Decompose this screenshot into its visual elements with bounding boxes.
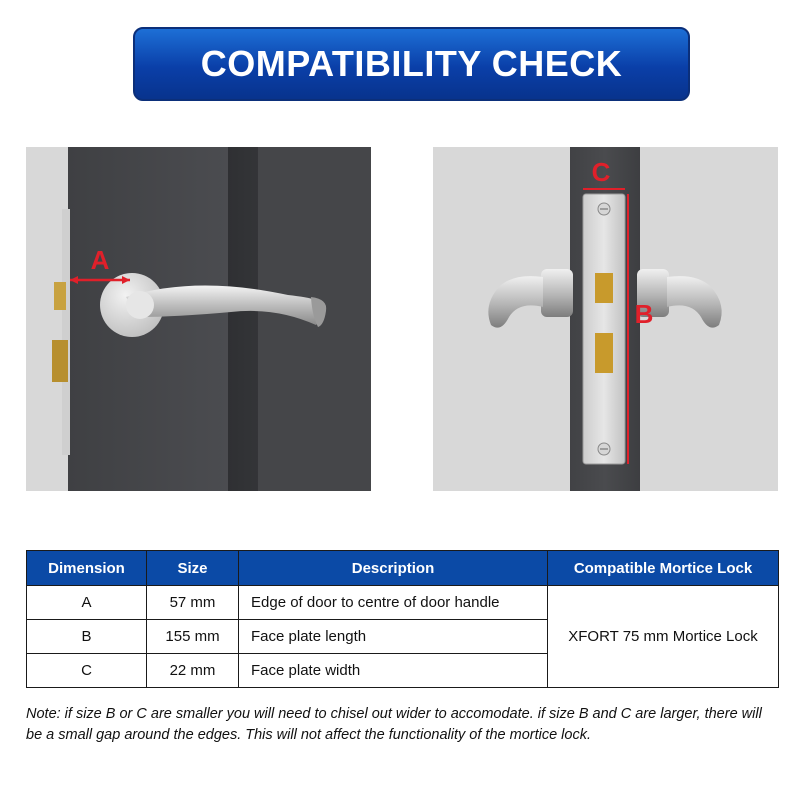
face-plate-illustration [433, 147, 778, 491]
header-description: Description [239, 551, 548, 586]
cell-compatible-lock: XFORT 75 mm Mortice Lock [548, 586, 779, 688]
dimension-a-label: A [90, 245, 110, 275]
cell-size: 22 mm [147, 654, 239, 688]
dimension-c-label: C [591, 157, 611, 187]
title-banner [133, 27, 690, 101]
cell-size: 155 mm [147, 620, 239, 654]
door-handle-image [26, 147, 371, 491]
table-row [27, 586, 779, 620]
cell-description: Face plate width [239, 654, 548, 688]
table-header-row [27, 551, 779, 586]
header-size: Size [147, 551, 239, 586]
header-compatible-lock: Compatible Mortice Lock [548, 551, 779, 586]
cell-size: 57 mm [147, 586, 239, 620]
cell-description: Face plate length [239, 620, 548, 654]
header-dimension: Dimension [27, 551, 147, 586]
compatibility-table [26, 550, 779, 688]
cell-dimension: A [27, 586, 147, 620]
note-text: Note: if size B or C are smaller you will need to chisel out wider to accomodate. if size B and C are larger, there will be a small gap around the edges. This will not affect the functionality of the mortice lock. [26, 706, 762, 743]
cell-description: Edge of door to centre of door handle [239, 586, 548, 620]
face-plate-image [433, 147, 778, 491]
cell-dimension: C [27, 654, 147, 688]
page-title: COMPATIBILITY CHECK [200, 43, 623, 84]
cell-dimension: B [27, 620, 147, 654]
door-handle-illustration [26, 147, 371, 491]
dimension-b-label: B [634, 299, 654, 329]
